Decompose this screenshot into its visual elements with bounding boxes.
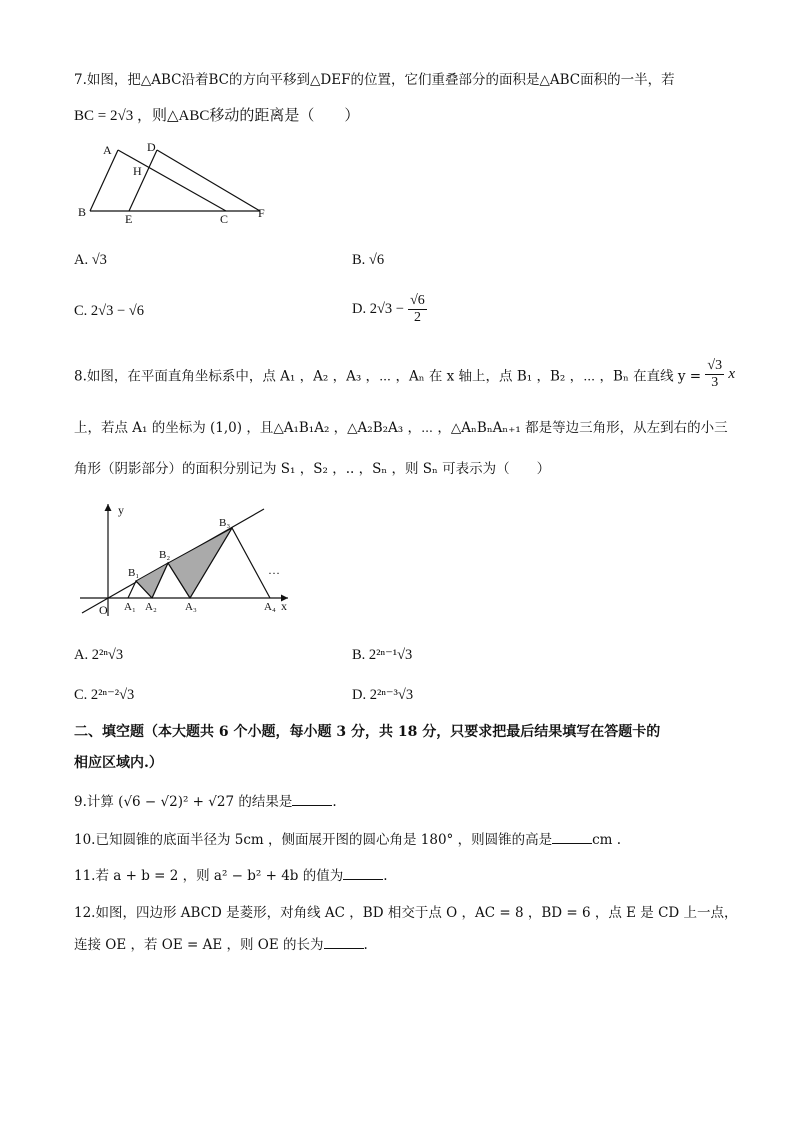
q8-shaded-2 [168, 528, 232, 598]
q8-label-o: O [99, 603, 108, 617]
q12-line2 [74, 933, 368, 953]
q8-label-dots: … [268, 563, 280, 577]
q8-option-d: D. 2²ⁿ⁻³√3 [352, 687, 414, 703]
q10-line [74, 828, 621, 848]
q11-answer-blank[interactable] [343, 867, 383, 880]
q8-shaded-1 [136, 563, 168, 598]
q8-line1-frac [705, 358, 724, 391]
q8-label-b1: B₁ [128, 567, 140, 579]
q11-tail: . [383, 868, 388, 884]
q8-option-c: C. 2²ⁿ⁻²√3 [74, 687, 135, 703]
q7-option-c: C. 2√3 − √6 [74, 303, 145, 319]
q7-option-d-num: √6 [410, 293, 425, 308]
q11-line [74, 864, 388, 884]
q9-text: 9.计算 (√6 − √2)² + √27 的结果是 [74, 794, 293, 810]
q11-text: 11.若 a + b = 2 ，则 a² − b² + 4b 的值为 [74, 868, 344, 884]
q7-label-c: C [220, 212, 229, 224]
q10-text: 10.已知圆锥的底面半径为 5cm ，侧面展开图的圆心角是 180° ，则圆锥的高是 [74, 832, 553, 848]
q9-answer-blank[interactable] [292, 793, 332, 806]
q8-line1-den: 3 [711, 375, 719, 390]
q8-line1-num: √3 [707, 358, 723, 373]
q8-label-a4: A₄ [264, 601, 276, 613]
q10-tail: cm . [592, 832, 622, 848]
q12-tail: . [363, 937, 368, 953]
q8-label-b2: B₂ [159, 549, 171, 561]
q7-label-d: D [147, 140, 156, 154]
q8-line1 [74, 358, 735, 391]
q8-label-x: x [281, 599, 287, 613]
q8-line2: 上，若点 A₁ 的坐标为 (1,0) ，且△A₁B₁A₂ ，△A₂B₂A₃ ，⋯ ，△AₙBₙAₙ₊₁ 都是等边三角形，从左到右的小三 [74, 420, 728, 436]
q7-option-d-den: 2 [413, 310, 421, 325]
section2-heading-line1: 二、填空题（本大题共 6 个小题，每小题 3 分，共 18 分，只要求把最后结果填写在答题卡的 [74, 724, 661, 740]
q7-option-a: A. √3 [74, 252, 107, 268]
q7-option-d-prefix: D. 2√3 − [352, 301, 404, 317]
q7-seg-ba [90, 150, 118, 211]
q8-label-a3: A₃ [185, 601, 197, 613]
q8-label-b3: B₃ [219, 517, 231, 529]
q8-line3: 角形（阴影部分）的面积分别记为 S₁ ，S₂ ，.. ，Sₙ ，则 Sₙ 可表示为（ ） [74, 461, 551, 477]
q7-label-f: F [258, 206, 265, 220]
q8-label-a2: A₂ [145, 601, 157, 613]
q7-line1: 7.如图，把△ABC沿着BC的方向平移到△DEF的位置，它们重叠部分的面积是△ABC面积的一半，若 [74, 72, 675, 88]
q8-label-a1: A₁ [124, 601, 136, 613]
q7-figure [74, 138, 274, 224]
q12-text: 连接 OE ，若 OE = AE ，则 OE 的长为 [74, 937, 324, 953]
q12-answer-blank[interactable] [324, 936, 364, 949]
q9-line [74, 790, 337, 810]
q8-line1-x: x [728, 366, 736, 382]
q7-label-h: H [133, 164, 142, 178]
q8-label-y: y [118, 503, 124, 517]
q7-label-b: B [78, 205, 87, 219]
q12-line1: 12.如图，四边形 ABCD 是菱形，对角线 AC ，BD 相交于点 O ，AC = 8 ，BD = 6 ，点 E 是 CD 上一点， [74, 905, 738, 921]
q7-label-a: A [103, 143, 112, 157]
q9-tail: . [332, 794, 337, 810]
q8-figure [78, 500, 298, 620]
q7-line2: BC = 2√3 ，则△ABC移动的距离是（ ） [74, 108, 360, 124]
section2-heading-line2: 相应区域内.） [74, 755, 163, 771]
q7-label-e: E [125, 212, 133, 224]
q7-option-d [352, 293, 427, 326]
q8-option-b: B. 2²ⁿ⁻¹√3 [352, 647, 413, 663]
q7-option-d-frac [408, 293, 427, 326]
q8-line1-text: 8.如图，在平面直角坐标系中，点 A₁ ，A₂ ，A₃ ，⋯ ，Aₙ 在 x 轴上，点 B₁ ，B₂ ，⋯ ，Bₙ 在直线 y = [74, 368, 702, 385]
q7-option-b: B. √6 [352, 252, 385, 268]
q10-answer-blank[interactable] [552, 831, 592, 844]
q8-option-a: A. 2²ⁿ√3 [74, 647, 124, 663]
